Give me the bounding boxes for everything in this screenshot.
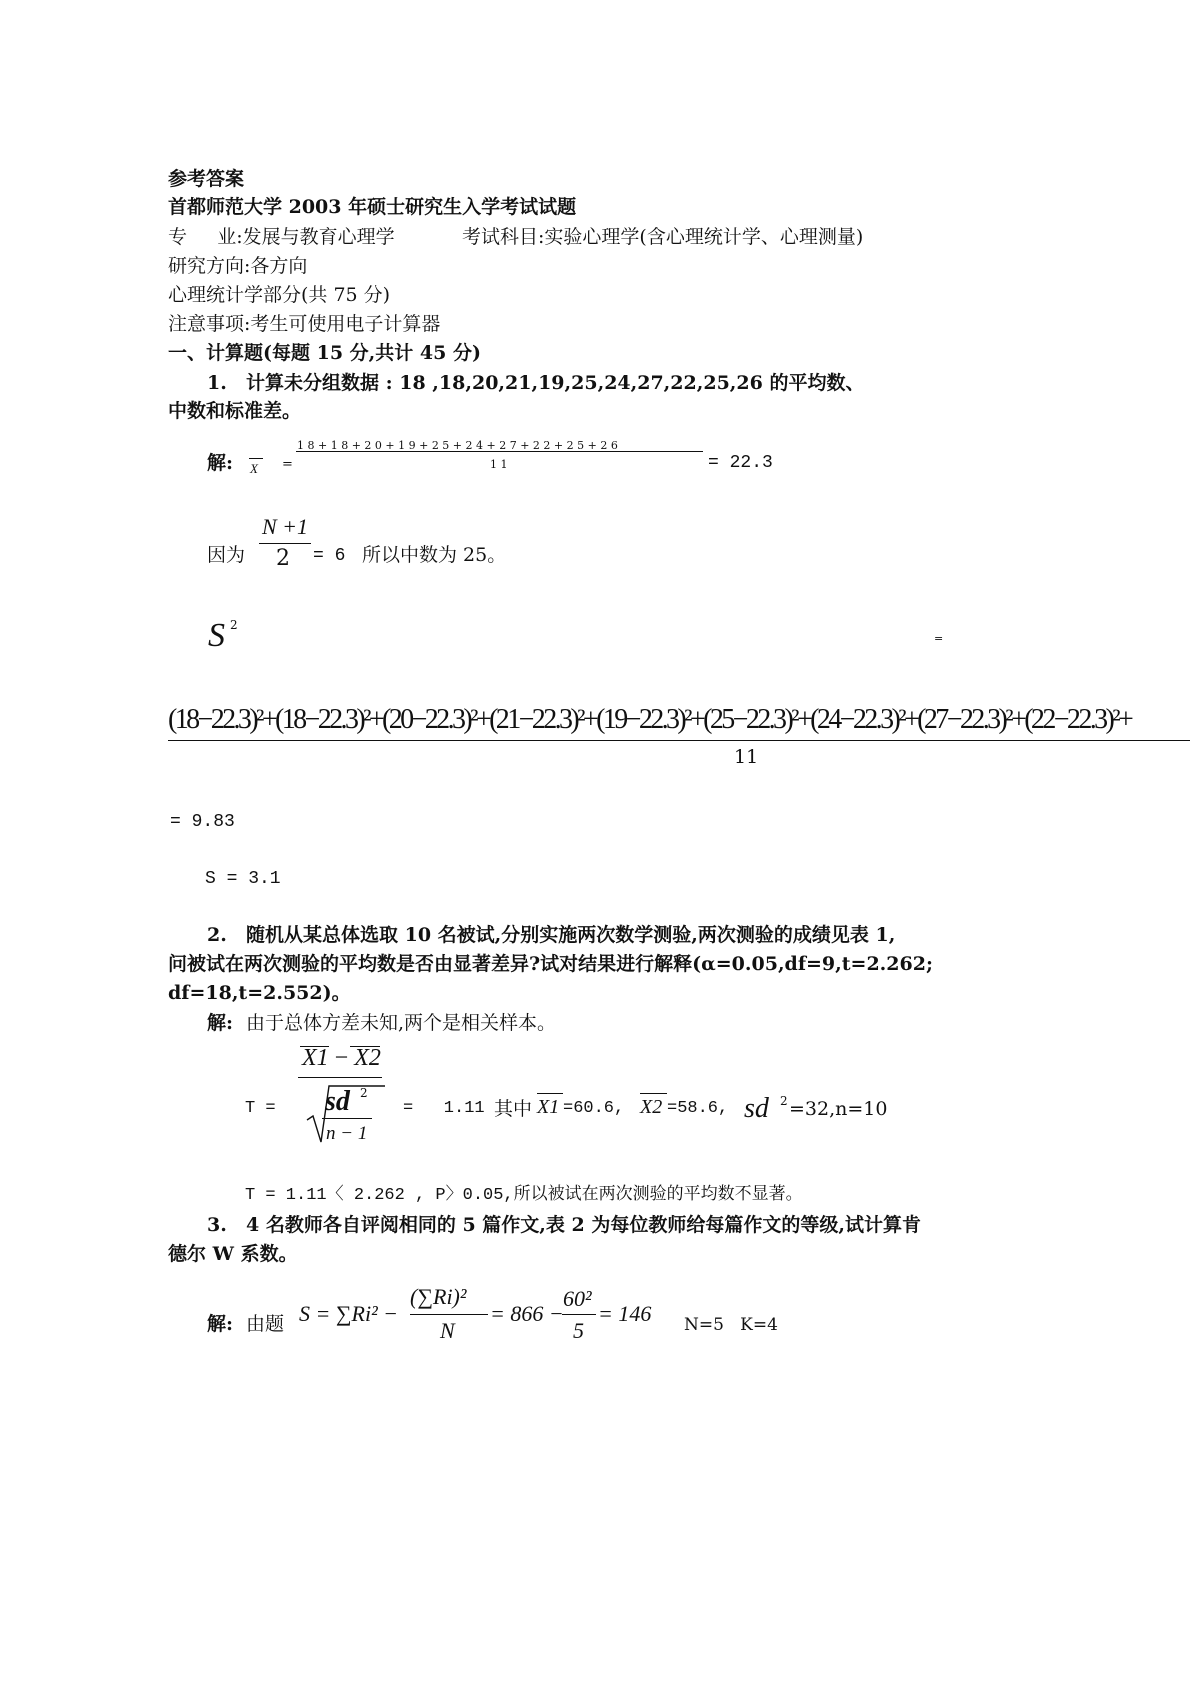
q1-variance-eq-mark: = — [934, 632, 944, 645]
q2-x2-value: =58.6, — [667, 1099, 729, 1118]
q1-mean-numerator: 1 8 + 1 8 + 2 0 + 1 9 + 2 5 + 2 4 + 2 7 + 2 2 + 2 5 + 2 6 — [297, 439, 618, 452]
q2-t-den-exp: 2 — [360, 1086, 368, 1100]
q3-text-line1: 4 名教师各自评阅相同的 5 篇作文,表 2 为每位教师给每篇作文的等级,试计算肯 — [246, 1214, 921, 1236]
subject-line — [462, 224, 863, 250]
q1-variance-numerator: (18−22.3)²+(18−22.3)²+(20−22.3)²+(21−22.3)²+(19−22.3)²+(25−22.3)²+(24−22.3)²+(27−22.3)²+(22−22.3)²+ — [168, 704, 1132, 735]
q2-t-den-bottom: n − 1 — [326, 1123, 368, 1144]
major-value: 发展与教育心理学 — [242, 226, 395, 248]
q3-s-frac2-numerator: 60² — [563, 1286, 592, 1311]
reference-answer-heading: 参考答案 — [168, 168, 245, 190]
q1-text-line2: 中数和标准差。 — [168, 400, 302, 422]
q2-text-line3: df=18,t=2.552)。 — [168, 982, 351, 1004]
q1-variance-result: = 9.83 — [170, 812, 235, 832]
q2-number: 2. — [207, 924, 227, 946]
q3-s-lhs: S = ∑Ri² − — [299, 1301, 399, 1326]
q2-t-numerator-b: X2 — [354, 1045, 381, 1071]
q1-solution-label: 解: — [207, 452, 234, 474]
q2-t-result: = 1.11 — [403, 1099, 485, 1118]
q2-among: 其中 — [494, 1098, 533, 1120]
q1-mean-denominator: 1 1 — [490, 458, 508, 471]
q2-t-fraction-bar — [298, 1077, 382, 1078]
q2-t-numerator — [302, 1043, 381, 1073]
q2-t-inner-bar — [322, 1118, 372, 1119]
q1-variance-symbol: S — [208, 617, 225, 654]
q3-s-frac-denominator: N — [440, 1318, 455, 1343]
major-line — [168, 224, 395, 250]
q3-text-line2: 德尔 W 系数。 — [168, 1243, 298, 1265]
q1-sd-result: S = 3.1 — [205, 869, 281, 889]
exam-notice: 注意事项:考生可使用电子计算器 — [168, 313, 441, 335]
q2-sd-value: =32,n=10 — [789, 1098, 888, 1120]
q1-mean-symbol: X — [250, 461, 258, 476]
q2-sd-exponent: 2 — [780, 1094, 788, 1108]
exam-title: 首都师范大学 2003 年硕士研究生入学考试试题 — [168, 196, 577, 218]
q2-t-overline-b — [350, 1046, 380, 1047]
q2-t-overline-a — [300, 1046, 329, 1047]
section-title: 一、计算题(每题 15 分,共计 45 分) — [168, 342, 481, 364]
q1-variance-denominator: 11 — [734, 746, 759, 768]
exam-part: 心理统计学部分(共 75 分) — [168, 284, 391, 306]
q1-median-numerator: N +1 — [262, 514, 309, 539]
q1-median-fraction-bar — [259, 543, 311, 544]
q1-because: 因为 — [207, 544, 246, 566]
q1-mean-eq: = — [282, 457, 293, 472]
research-direction: 研究方向:各方向 — [168, 255, 308, 277]
q2-x1-symbol: X1 — [537, 1096, 560, 1118]
q1-median-eq: = 6 — [313, 546, 346, 566]
q1-text-line1: 计算未分组数据 : 18 ,18,20,21,19,25,24,27,22,25,26 的平均数、 — [246, 372, 865, 394]
q3-s-fraction-bar — [410, 1314, 488, 1315]
q1-mean-result: = 22.3 — [708, 453, 773, 473]
q1-variance-exponent: 2 — [230, 618, 238, 632]
q3-s-result: = 146 — [598, 1301, 652, 1326]
q3-s-mid: = 866 − — [490, 1301, 564, 1326]
q3-s-frac-numerator: (∑Ri)² — [410, 1284, 467, 1309]
q1-number: 1. — [207, 372, 227, 394]
q2-t-numerator-minus: − — [328, 1045, 355, 1071]
q2-text-line2: 问被试在两次测验的平均数是否由显著差异?试对结果进行解释(α=0.05,df=9,t=2.262; — [168, 953, 933, 975]
q2-x2-overline — [640, 1093, 667, 1094]
q2-t-numerator-a: X1 — [302, 1045, 329, 1071]
q2-sd-symbol: sd — [744, 1093, 769, 1124]
q2-text-line1: 随机从某总体选取 10 名被试,分别实施两次数学测验,两次测验的成绩见表 1, — [246, 924, 896, 946]
q3-solution-label: 解: — [207, 1313, 234, 1335]
q2-conclusion: T = 1.11〈 2.262 , P〉0.05,所以被试在两次测验的平均数不显著。 — [245, 1186, 803, 1205]
q3-number: 3. — [207, 1214, 227, 1236]
q3-solution-text: 由题 — [246, 1313, 285, 1335]
q1-median-conclusion: 所以中数为 25。 — [362, 544, 507, 566]
q3-s-fraction2-bar — [562, 1314, 596, 1315]
q1-median-denominator: 2 — [276, 546, 290, 571]
q2-t-label: T = — [245, 1099, 276, 1118]
q2-x2-symbol: X2 — [640, 1096, 663, 1118]
q2-solution-label: 解: — [207, 1012, 234, 1034]
q2-t-den-top: sd — [325, 1086, 350, 1117]
q3-params: N=5 K=4 — [684, 1315, 778, 1335]
subject-label: 考试科目: — [462, 226, 545, 248]
q2-x1-value: =60.6, — [563, 1099, 625, 1118]
subject-value: 实验心理学(含心理统计学、心理测量) — [544, 226, 864, 248]
q1-mean-overline — [249, 458, 263, 459]
q2-x1-overline — [537, 1093, 563, 1094]
major-label: 专 业: — [168, 226, 243, 248]
q3-s-frac2-denominator: 5 — [573, 1318, 584, 1343]
q1-variance-fraction-bar — [168, 740, 1190, 741]
q2-solution-text: 由于总体方差未知,两个是相关样本。 — [246, 1012, 557, 1034]
